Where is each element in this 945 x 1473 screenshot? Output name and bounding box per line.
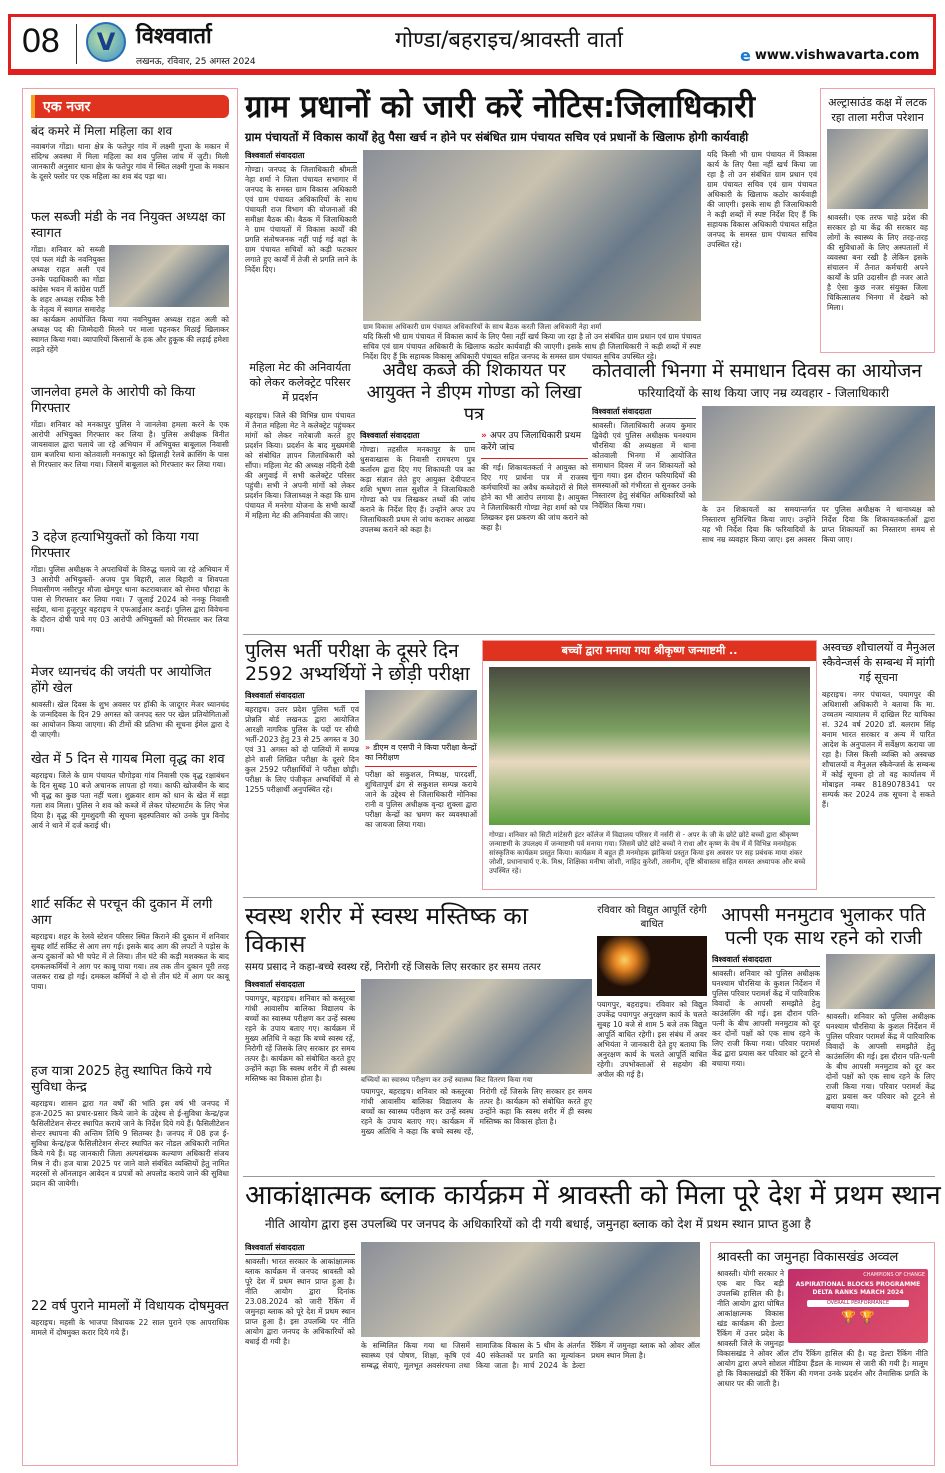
brief-item [31,385,229,525]
trophy-icon: 🏆 🏆 [841,1310,875,1324]
police-body-2: परीक्षा को सकुशल, निष्पक्ष, पारदर्शी, शुचितापूर्ण ढंग से सकुशल सम्पन्न कराये जाने के उद्देश्य से जिलाधिकारी मोनिका रानी व पुलिस अधीक्षक वृन्दा शुक्ला द्वारा परीक्षा केन्द्रों का भ्रमण कर व्यवस्थाओं का जायजा लिया गया। [365,770,477,829]
aspirational-body: श्रावस्ती। भारत सरकार के आकांक्षात्मक ब्लाक कार्यक्रम में जनपद श्रावस्ती को पूरे देश में प्रथम स्थान प्राप्त हुआ है। नीति आयोग द्वारा दिनांक 23.08.2024 को जारी रैंकिंग में जमुनहा ब्लाक को पूरे देश में प्रथम स्थान प्राप्त हुआ है। इस उपलब्धि पर नीति आयोग द्वारा जनपद के अधिकारियों को बधाई दी गयी है। [245,1257,355,1346]
brief-body: बहराइच। शासन द्वारा गत वर्षों की भांति इस वर्ष भी जनपद में हज-2025 का प्रचार-प्रसार किये जाने के उद्देश्य से ई-सुविधा केन्द्र/हज फैसिलीटेशन सेन्टर स्थापित कराये जाने के निर्देश दिये गये हैं। फैसिलीटेशन सेन्टर स्थापना की अन्तिम तिथि 9 सितम्बर है। जनपद में 08 हज ई-सुविधा केन्द्र/हज फैसिलीटेशन सेन्टर स्थापित कर नोडल अधिकारी नामित किये गये हैं। यह जानकारी जिला अल्पसंख्यक कल्याण अधिकारी संजय मिश्र ने दी। हज यात्रा 2025 पर जाने वाले संबंधित व्यक्तियों हेतु नामित मदरसों से ऑनलाइन आवेदन व प्रपत्रों को अपलोड कराये जाने की सुविधा प्रदान की जायेगी। [31,1099,229,1188]
graphic-badge: CHAMPIONS OF CHANGE [863,1272,925,1278]
brief-content [31,245,229,380]
ultrasound-photo [827,129,928,209]
aspirational-body-2: के सम्मिलित किया गया था जिसमें स्वास्थ्य एवं पोषण, शिक्षा, कृषि एवं सम्बद्ध सेवाएं, मूलभूत अवसंरचना तथा सामाजिक विकास के 5 थीम के अंतर्गत 40 संकेतकों पर प्रगति का मूल्यांकन किया जाता है। मार्च 2024 के डेल्टा रैंकिंग में जमुनहा ब्लाक को ओवर ऑल प्रथम स्थान मिला है। [361,1341,700,1370]
byline: विश्ववार्ता संवाददाता [245,690,359,703]
brief-content [31,565,229,660]
byline: विश्ववार्ता संवाददाता [245,150,357,163]
aspirational-story [245,1242,700,1466]
aspirational-subhead: नीति आयोग द्वारा इस उपलब्धि पर जनपद के अधिकारियों को दी गयी बधाई, जमुनहा ब्लाक को देश में प्रथम स्थान प्राप्त हुआ है [265,1217,811,1231]
health-camp-photo [361,979,592,1074]
brief-item [31,752,229,892]
brief-content [31,420,229,525]
byline: विश्ववार्ता संवाददाता [245,979,355,992]
divider [243,897,935,898]
brief-headline: हज यात्रा 2025 हेतु स्थापित किये गये सुविधा केन्द्र [31,1064,212,1095]
brief-content [31,771,229,892]
lead-caption: ग्राम विकास अधिकारी ग्राम पंचायत अधिकारियों के साथ बैठक करती जिला अधिकारी नेहा शर्मा [363,323,602,331]
shauchalay-body: बहराइच। नगर पंचायत, पयागपुर की अधिशासी अधिकारी ने बताया कि मा. उच्चतम न्यायालय में दाखिल रिट याचिका सं. 324 वर्ष 2020 डॉ. बलराम सिंह बनाम भारत सरकार व अन्य में पारित आदेश के अनुपालन में सर्वेक्षण कराया जा रहा है। जिस किसी व्यक्ति को अस्वच्छ शौचालयों व मैनुअल स्कैवेन्जर्स के सम्बन्ध में कोई सूचना हो तो वह कार्यालय में मोबाइल नम्बर 8189078341 पर सम्पर्क कर 2024 तक सूचना दे सकते हैं। [822,690,935,809]
counselling-photo [826,954,935,1009]
graphic-label: OVERALL PERFORMANCE [807,1300,909,1307]
browser-icon: e [740,46,751,65]
brief-body: नवाबगंज गोंडा। थाना क्षेत्र के फतेपुर गांव में लक्ष्मी गुप्ता के मकान में संदिग्ध अवस्था में मिला महिला का शव पुलिस जांच में जुटी। मिली जानकारी अनुसार थाना क्षेत्र के फतेपुर गांव में स्थित लक्ष्मी गुप्ता के मकान के दूसरे फ्लोर पर एक महिला का शव बंद पड़ा था। [31,142,229,181]
divider [243,634,935,635]
jamunaha-box [710,1242,935,1466]
avaidh-pullquote [481,430,588,459]
page-number: 08 [22,22,60,60]
brief-headline: मेजर ध्यानचंद की जयंती पर आयोजित होंगे खेल [31,665,212,696]
brief-content [31,142,229,205]
police-story [245,640,477,892]
brief-item [31,665,229,747]
kotwali-subhead: फरियादियों के साथ किया जाए नम्र व्यवहार - जिलाधिकारी [638,386,889,400]
brief-content [31,932,229,1059]
swasth-headline: स्वस्थ शरीर में स्वस्थ मस्तिष्क का विकास [245,902,529,958]
pullquote-text: डीएम व एसपी ने किया परीक्षा केन्द्रों का निरीक्षण [365,743,477,762]
brief-body: गोंडा। शनिवार को मनकापुर पुलिस ने जानलेवा हमला करने के एक आरोपी अभियुक्त गिरफ्तार कर लिया है। पुलिस अधीक्षक विनीत जायसवाल द्वारा चलाये जा रहे अभियान में अभियुक्त बाबूलाल निवासी ग्राम बजरिया थाना कोतवाली मनकापुर को झिलाही रेलवे क्रासिंग के पास से गिरफ्तार कर लिया गया। जिसमें बाबूलाल को गिरफ्तार कर लिया गया। [31,420,229,469]
brief-headline: बंद कमरे में मिला महिला का शव [31,124,173,138]
manmutav-story [712,904,935,1170]
brief-body: श्रावस्ती। खेल दिवस के शुभ अवसर पर हॉकी के जादूगर मेजर ध्यानचंद के जन्मदिवस के दिन 29 अगस्त को जनपद स्तर पर खेल प्रतियोगिताओं का आयोजन किया जाएगा। की टीमों की प्रतिभा की सूचना ईमेल द्वारा दे दी जाएगी। [31,700,229,739]
janmashtami-banner: बच्चों द्वारा मनाया गया श्रीकृष्ण जन्माष्टमी .. [483,641,816,661]
lead-story [245,89,817,361]
kotwali-body-2: के उन शिकायतों का समयान्तर्गत निस्तारण सुनिश्चित किया जाए। उन्होंने यह भी निर्देश दिया कि फरियादियों के साथ नम्र व्यवहार किया जाए। इस अवसर पर पुलिस अधीक्षक ने थानाध्यक्ष को निर्देश दिया कि शिकायतकर्ताओं द्वारा प्राप्त शिकायतों का निस्तारण समय से किया जाए। [702,505,935,544]
logo-icon: V [86,22,126,62]
manmutav-body-2: श्रावस्ती। शनिवार को पुलिस अधीक्षक घनश्याम चौरसिया के कुशल निर्देशन में पुलिस परिवार परामर्श केंद्र में पारिवारिक विवादों के आपसी समझौते हेतु काउंसलिंग की गई। इस दौरान पति-पत्नी के बीच आपसी मनमुटाव को दूर कर दोनों पक्षों को एक साथ रहने के लिए राजी किया गया। परिवार परामर्श केंद्र द्वारा प्रयास कर परिवार को टूटने से बचाया गया। [826,1012,935,1111]
avaidh-body-2: की गई। शिकायतकर्ता ने आयुक्त को दिए गए प्रार्थना पत्र में राजस्व कर्मचारियों का अवैध कब्जेदारों से मिले होने का भी आरोप लगाया है। आयुक्त ने जिलाधिकारी गोण्डा नेहा शर्मा को पत्र लिखकर इस प्रकरण की जांच कराने को कहा है। [481,463,588,532]
aspirational-heading [245,1180,941,1238]
brief-headline: खेत में 5 दिन से गायब मिला वृद्ध का शव [31,752,225,767]
divider [243,1176,935,1177]
felicitation-photo [109,245,229,307]
byline: विश्ववार्ता संवाददाता [245,1242,355,1255]
brief-content [31,1318,229,1379]
kotwali-story [592,360,935,628]
manmutav-headline: आपसी मनमुटाव भुलाकर पति पत्नी एक साथ रहने को राजी [721,904,926,949]
kotwali-body: श्रावस्ती। जिलाधिकारी अजय कुमार द्विवेदी एवं पुलिस अधीक्षक घनश्याम चौरसिया की अध्यक्षता में थाना कोतवाली भिनगा में आयोजित समाधान दिवस में जन शिकायतों को सुना गया। इस दौरान फरियादियों की समस्याओं को गंभीरता से सुनकर उनके निस्तारण हेतु संबंधित अधिकारियों को निर्देशित किया गया। [592,421,696,510]
graphic-title: ASPIRATIONAL BLOCKS PROGRAMME [795,1281,921,1288]
manmutav-body: श्रावस्ती। शनिवार को पुलिस अधीक्षक घनश्याम चौरसिया के कुशल निर्देशन में पुलिस परिवार परामर्श केंद्र में पारिवारिक विवादों के आपसी समझौते हेतु काउंसलिंग की गई। इस दौरान पति-पत्नी के बीच आपसी मनमुटाव को दूर कर दोनों पक्षों को एक साथ रहने के लिए राजी किया गया। परिवार परामर्श केंद्र द्वारा प्रयास कर परिवार को टूटने से बचाया गया। [712,969,820,1068]
brief-headline: जानलेवा हमले के आरोपी को किया गिरफ्तार [31,385,196,416]
brief-item [31,123,229,205]
mahila-story [245,360,355,628]
kotwali-photo [702,406,935,501]
bijli-body: पयागपुर, बहराइच। रविवार को विद्युत उपकेंद्र पयागपुर अनुरक्षण कार्य के चलते सुबह 10 बजे से शाम 5 बजे तक विद्युत आपूर्ति बाधित रहेगी। इस संबंध में अवर अभियंता ने जानकारी देते हुए बताया कि अनुरक्षण कार्य के चलते आपूर्ति बाधित रहेगी। उपभोक्ताओं से सहयोग की अपील की गई है। [597,1000,707,1079]
brief-content [31,1099,229,1294]
lead-body: गोण्डा। जनपद के जिलाधिकारी श्रीमती नेहा शर्मा ने जिला पंचायत सभागार में जनपद के समस्त ग्राम विकास अधिकारी एवं ग्राम पंचायत अधिकारियों के साथ पंचायती राज विभाग की योजनाओं की समीक्षा बैठक की। बैठक में जिलाधिकारी ने ग्राम पंचायतों में विकास कार्यों की प्रगति संतोषजनक नहीं पाई गई वहां के ग्राम पंचायत सचिवों को कड़ी फटकार लगाते हुए कार्यों में तेजी से प्रगति लाने के निर्देश दिए। [245,165,357,274]
brief-body: गोंडा। पुलिस अधीक्षक ने अपराधियों के विरुद्ध चलाये जा रहे अभियान में 3 आरोपी अभियुक्तों- अजय पुत्र बिहारी, लाल बिहारी व शिवपता निवासीगण नसीरपुर मौजा खेमपुर थाना कटराबाजार को सेमरा चौराहा के पास से गिरफ्तार कर लिया गया। 7 जुलाई 2024 को ननकू निवासी सईया, थाना हुजूरपुर बहराइच ने एफआईआर कराई। पुलिस द्वारा विवेचना के दौरान दोषी पाये गए 03 आरोपी अभियुक्तों को गिरफ्तार कर लिया गया। [31,565,229,634]
ultrasound-headline: अल्ट्रासाउंड कक्ष में लटक रहा ताला मरीज परेशान [828,96,927,124]
janmashtami-caption: गोण्डा। शनिवार को सिटी मांटेसरी इंटर कॉलेज में विद्यालय परिसर में नर्सरी से - अपर के जी के छोटे छोटे बच्चों द्वारा श्रीकृष्ण जन्माष्टमी के उपलक्ष्य में जन्माष्टमी पर्व मनाया गया। जिसमें छोटे छोटे बच्चों ने राधा और कृष्ण के वेष में में विभिन्न मनमोहक सांस्कृतिक कार्यक्रम प्रस्तुत किया। कार्यक्रम में बहुत ही मनमोहक झांकियां प्रस्तुत किया इस अवसर पर सह प्रबंधक माया शंकर जोशी, प्रधानाचार्य ए.के. मिश्र, शिक्षिका मनीषा जोशी, नाहिद कुरेशी, तसनीम, दृष्टि श्रीवास्तव सहित समस्त अध्यापक और बच्चे उपस्थित रहे। [489,831,806,875]
pullquote-text: अपर उप जिलाधिकारी प्रथम करेंगे जांच [481,431,582,453]
website-link[interactable]: www.vishwavarta.com [754,48,920,63]
brief-body: गोंडा। शनिवार को सब्जी एवं फल मंडी के नवनियुक्त अध्यक्ष राहत अली एवं उनके पदाधिकारी का गोंडा कांग्रेस भवन में कांग्रेस पार्टी के शहर अध्यक्ष रफीक रैनी के नेतृत्व में स्वागत समारोह का कार्यक्रम आयोजित किया गया नवनियुक्त अध्यक्ष राहत अली को अध्यक्ष पद की जिम्मेदारी मिलने पर माला पहनकर मिठाई खिलाकर स्वागत किया गया। व्यापारियों किसानों के हक और हुकूक की लड़ाई हमेशा लड़ते रहेंगे [31,245,229,354]
lead-body-cont: यदि किसी भी ग्राम पंचायत में विकास कार्य के लिए पैसा नहीं खर्च किया जा रहा है तो उन संबंधित ग्राम प्रधान एवं ग्राम पंचायत सचिव एवं ग्राम पंचायत अधिकारी के खिलाफ कठोर कार्यवाही की जाएगी। इसके साथ ही जिलाधिकारी ने कड़ी शब्दों में स्पष्ट निर्देश दिए हैं कि सहायक विकास अधिकारी पंचायत सहित जनपद के समस्त ग्राम पंचायत सचिव उपस्थित रहे। [363,332,701,361]
swasth-subhead: समय प्रसाद ने कहा-बच्चे स्वस्थ रहें, निरोगी रहें जिसके लिए सरकार हर समय तत्पर [245,962,541,973]
exam-photo [365,690,477,740]
swasth-body: पयागपुर, बहराइच। शनिवार को कस्तूरबा गांधी आवासीय बालिका विद्यालय के बच्चों का स्वास्थ्य परीक्षण कर उन्हें स्वस्थ रहने के उपाय बताए गए। कार्यक्रम में मुख्य अतिथि ने कहा कि बच्चे स्वस्थ रहें, निरोगी रहें जिसके लिए सरकार हर समय तत्पर है। कार्यक्रम को संबोधित करते हुए उन्होंने कहा कि स्वस्थ शरीर में ही स्वस्थ मस्तिष्क का विकास होता है। [245,994,355,1083]
shauchalay-headline: अस्वच्छ शौचालयों व मैनुअल स्कैवेन्जर्स के सम्बन्ध में मांगी गई सूचना [822,641,935,684]
police-body: बहराइच। उत्तर प्रदेश पुलिस भर्ती एवं प्रोन्नति बोर्ड लखनऊ द्वारा आयोजित आरक्षी नागरिक पुलिस के पदों पर सीधी भर्ती-2023 हेतु 23 से 25 अगस्त व 30 एवं 31 अगस्त को दो पालियों में सम्पन्न होने वाली लिखित परीक्षा के दूसरे दिन कुल 2592 परीक्षार्थियों ने परीक्षा छोड़ी। परीक्षा के लिए पंजीकृत अभ्यर्थियों में से 1255 परीक्षार्थी अनुपस्थित रहे। [245,705,359,794]
byline: विश्ववार्ता संवाददाता [592,406,696,419]
jamunaha-body: श्रावस्ती। योगी सरकार ने एक बार फिर बड़ी उपलब्धि हासिल की है। नीति आयोग द्वारा घोषित आकांक्षात्मक विकास खंड कार्यक्रम की डेल्टा रैंकिंग में उत्तर प्रदेश के श्रावस्ती जिले के जमुनहा विकासखंड ने ओवर ऑल टॉप रैंकिंग हासिल की है। यह डेल्टा रैंकिंग नीति आयोग द्वारा अपने सोशल मीडिया हैंडल के माध्यम से जारी की गयी है। मालूम हो कि विकासखंडों की रैंकिंग की गणना उनके प्रदर्शन और तैमासिक प्रगति के आधार पर की जाती है। [717,1269,928,1388]
police-pullquote [365,740,477,767]
quote-mark-icon: » [481,431,490,441]
section-title: गोण्डा/बहराइच/श्रावस्ती वार्ता [395,28,624,53]
byline: विश्ववार्ता संवाददाता [360,430,475,443]
lead-subhead: ग्राम पंचायतों में विकास कार्यों हेतु पैसा खर्च न होने पर संबंधित ग्राम पंचायत सचिव एवं प्रधानों के खिलाफ होगी कार्यवाही [245,130,749,144]
brief-headline: शार्ट सर्किट से परचून की दुकान में लगी आग [31,897,213,928]
brief-content [31,700,229,747]
avaidh-headline: अवैध कब्जे की शिकायत पर आयुक्त ने डीएम गोण्डा को लिखा पत्र [366,360,582,425]
mahila-body: बहराइच। जिले की विभिन्न ग्राम पंचायत में तैनात महिला मेट ने कलेक्ट्रेट पहुंचकर मांगों को लेकर नारेबाजी करते हुए प्रदर्शन किया। प्रदर्शन के बाद मुख्यमंत्री को संबोधित ज्ञापन जिलाधिकारी को सौंपा। महिला मेट की अध्यक्ष नंदिनी देवी की अगुवाई में सभी कलेक्ट्रेट परिसर पहुंची। सभी ने अपनी मांगों को लेकर प्रदर्शन किया। जिलाध्यक्ष ने कहा कि ग्राम पंचायत में मनरेगा योजना के सभी कार्यों में महिला मेट की अनिवार्यता की जाए। [245,411,355,520]
jamunaha-headline: श्रावस्ती का जमुनहा विकासखंड अव्वल [717,1250,899,1265]
children-celebration-photo [489,667,810,825]
brief-item [31,530,229,660]
brief-body: बहराइच। महसी के भाजपा विधायक 22 साल पुराने एक आपराधिक मामले में दोषमुक्त करार दिये गये हैं। [31,1318,229,1337]
brief-headline: फल सब्जी मंडी के नव नियुक्त अध्यक्ष का स्वागत [31,210,226,241]
brief-item [31,1064,229,1294]
left-column [22,88,238,1466]
swasth-caption: बच्चियों का स्वास्थ्य परीक्षण कर उन्हें स्वास्थ्य किट वितरण किया गया [361,1076,533,1084]
brand-name: विश्ववार्ता [136,24,212,49]
graphic-subtitle: DELTA RANKS MARCH 2024 [812,1289,904,1296]
bijli-story [597,904,707,1170]
quote-mark-icon: » [365,743,373,752]
mahila-headline: महिला मेट की अनिवार्यता को लेकर कलेक्ट्रेट परिसर में प्रदर्शन [249,361,351,404]
avaidh-body: गोण्डा। तहसील मनकापुर के ग्राम धुसवाखास के निवासी रामचरण पुत्र कर्तारम द्वारा दिए गए शिकायती पत्र का कड़ा संज्ञान लेते हुए आयुक्त देवीपाटन शशि भूषण लाल सुशील ने जिलाधिकारी गोण्डा को पत्र लिखकर तथ्यों की जांच कराने के निर्देश दिए हैं। उन्होंने अपर उप जिलाधिकारी प्रथम से जांच कराकर आख्या उपलब्ध कराने को कहा है। [360,445,475,534]
brief-item [31,1299,229,1379]
ek-nazar-banner: एक नजर [31,95,229,118]
rankings-graphic [788,1269,928,1343]
swasth-body-2: पयागपुर, बहराइच। शनिवार को कस्तूरबा गांधी आवासीय बालिका विद्यालय के बच्चों का स्वास्थ्य परीक्षण कर उन्हें स्वस्थ रहने के उपाय बताए गए। कार्यक्रम में मुख्य अतिथि ने कहा कि बच्चे स्वस्थ रहें, निरोगी रहें जिसके लिए सरकार हर समय तत्पर है। कार्यक्रम को संबोधित करते हुए उन्होंने कहा कि स्वस्थ शरीर में ही स्वस्थ मस्तिष्क का विकास होता है। [361,1087,592,1136]
ultrasound-body: श्रावस्ती। एक तरफ चाहे प्रदेश की सरकार हो या केंद्र की सरकार वह लोगों के स्वास्थ्य के लिए तरह-तरह की सुविधाओं के लिए अस्पतालों में व्यवस्था बना रखी है लेकिन इसके संचालन में तैनात कर्मचारी अपने कार्यों के प्रति उदासीन ही नजर आते है ऐसा कुछ नजर संयुक्त जिला चिकित्सालय भिनगा में देखने को मिला। [827,213,928,312]
jamunaha-content [717,1269,928,1459]
ultrasound-box [820,88,935,353]
brief-body: बहराइच। शहर के रेलवे स्टेशन परिसर स्थित किराने की दुकान में शनिवार सुबह शॉर्ट सर्किट से आग लग गई। इसके बाद आग की लपटों ने पड़ोस के अन्य दुकानों को भी चपेट में ले लिया। तीन घंटे की कड़ी मशक्कत के बाद दमकलकर्मियों ने आग पर काबू पाया गया। तब तक तीन दुकान पूरी तरह जलकर राख हो गई। दमकल कर्मियों ने दो से तीन घंटे में आग पर काबू पाया। [31,932,229,991]
brief-headline: 3 दहेज हत्याभियुक्तों को किया गया गिरफ्तार [31,530,199,561]
candle-photo [597,936,707,996]
shauchalay-story [822,640,935,892]
kotwali-headline: कोतवाली भिनगा में समाधान दिवस का आयोजन [592,360,922,382]
byline: विश्ववार्ता संवाददाता [712,954,820,967]
bijli-headline: रविवार को विद्युत आपूर्ति रहेगी बाधित [597,905,707,930]
brief-item [31,210,229,380]
dateline: लखनऊ, रविवार, 25 अगस्त 2024 [136,57,256,67]
janmashtami-box [482,640,817,890]
avaidh-story [360,360,588,628]
header-rule [8,72,936,75]
lead-body-right: यदि किसी भी ग्राम पंचायत में विकास कार्य के लिए पैसा नहीं खर्च किया जा रहा है तो उन संबंधित ग्राम प्रधान एवं ग्राम पंचायत सचिव एवं ग्राम पंचायत अधिकारी के खिलाफ कठोर कार्यवाही की जाएगी। इसके साथ ही जिलाधिकारी ने कड़ी शब्दों में स्पष्ट निर्देश दिए हैं कि सहायक विकास अधिकारी पंचायत सहित जनपद के समस्त ग्राम पंचायत सचिव उपस्थित रहे। [707,150,817,249]
swasth-story [245,902,592,1170]
lead-headline: ग्राम प्रधानों को जारी करें नोटिस:जिलाधिकारी [245,89,755,125]
police-headline: पुलिस भर्ती परीक्षा के दूसरे दिन 2592 अभ्यर्थियों ने छोड़ी परीक्षा [245,640,470,685]
aspirational-headline: आकांक्षात्मक ब्लाक कार्यक्रम में श्रावस्ती को मिला पूरे देश में प्रथम स्थान [245,1180,941,1211]
award-ceremony-photo [361,1242,700,1337]
brief-item [31,897,229,1059]
meeting-photo [363,150,701,321]
brief-headline: 22 वर्ष पुराने मामलों में विधायक दोषमुक्त [31,1299,229,1314]
divider [76,24,77,64]
brief-body: बहराइच। जिले के ग्राम पंचायत चौगोड़वा गांव निवासी एक वृद्ध रक्षाबंधन के दिन सुबह 10 बजे अचानक लापता हो गया। काफी खोजबीन के बाद भी वृद्ध का कुछ पता नहीं चला। शुक्रवार शाम को धान के खेत में सड़ा गला शव मिला। पुलिस ने शव को कब्जे में लेकर पोस्टमार्टम के लिए भेज दिया है। वृद्ध की गुमशुदगी की सूचना बृहस्पतिवार को उनके पुत्र विनोद आर्य ने थाने में दर्ज कराई थी। [31,771,229,830]
